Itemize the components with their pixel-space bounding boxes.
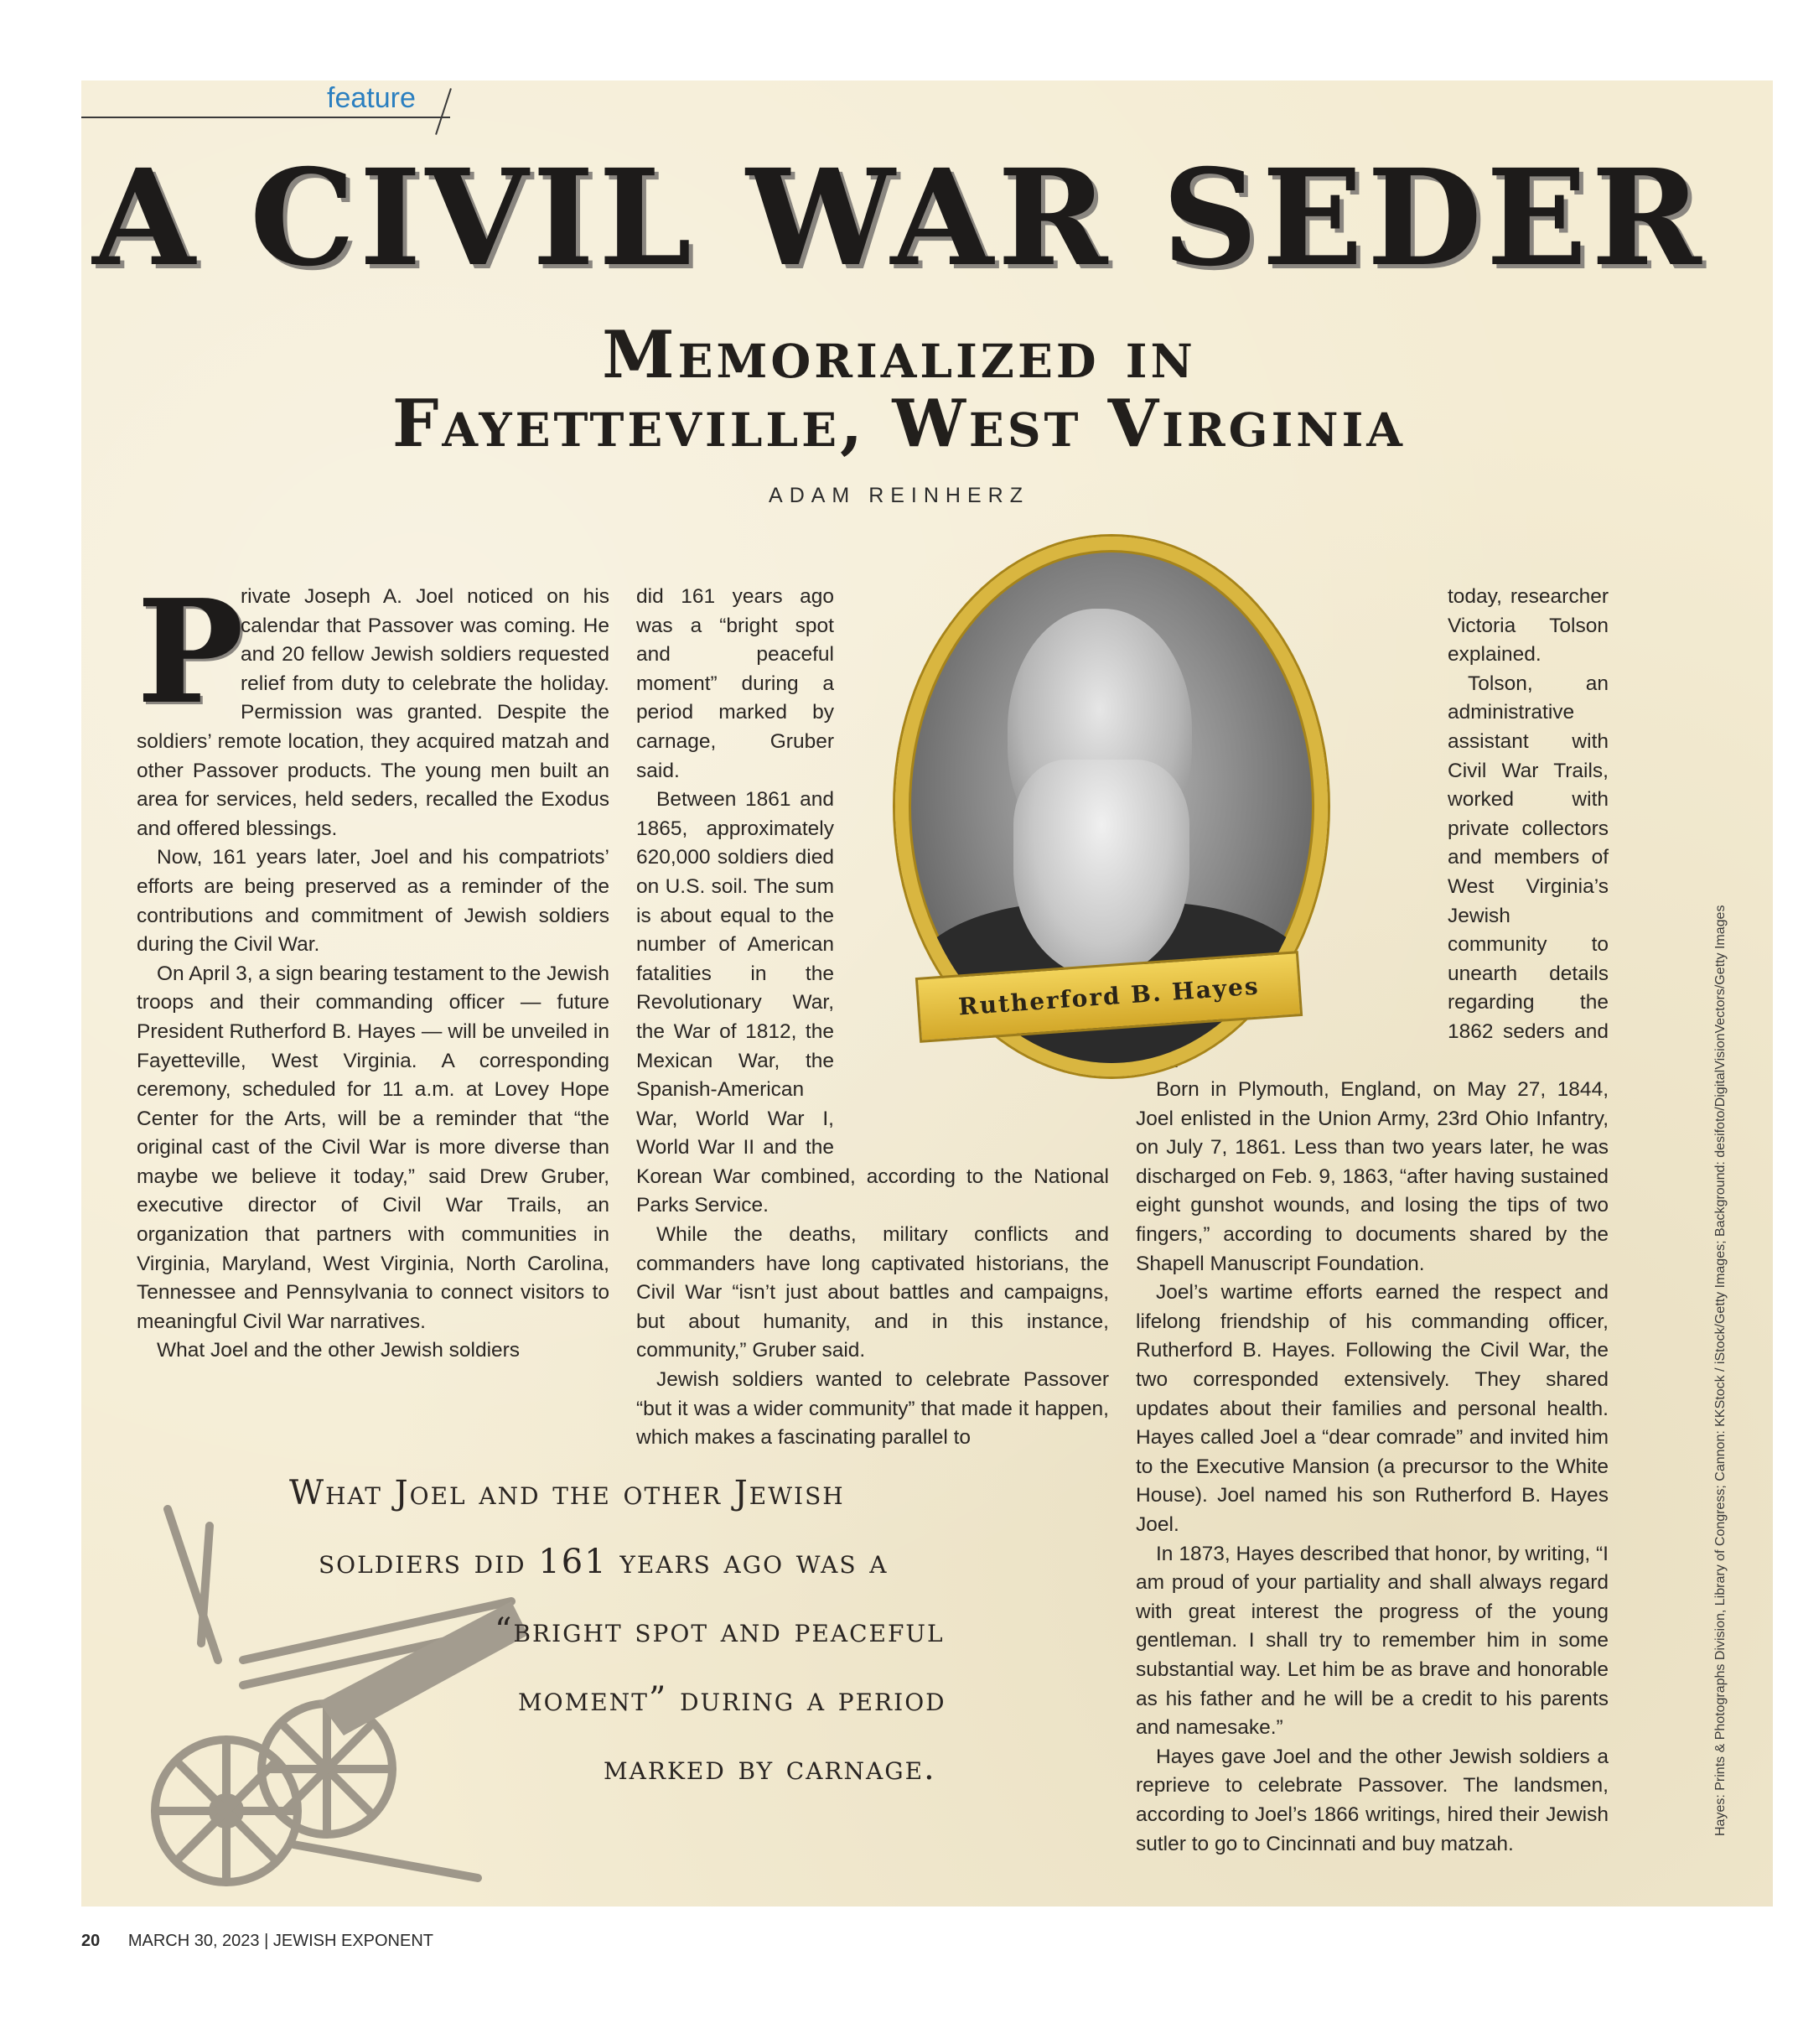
photo-credit: Hayes: Prints & Photographs Division, Library of Congress; Cannon: KKStock / iStock/Getty Images; Background: desifoto/DigitalVisionVectors/Getty Images <box>1713 905 1728 1836</box>
subheadline-line2: Fayetteville, West Virginia <box>392 386 1406 462</box>
section-rule <box>81 117 450 118</box>
paragraph: P rivate Joseph A. Joel noticed on his calendar that Passover was coming. He and 20 fellow Jewish soldiers requested relief from duty to celebrate the holiday. Permission was granted. Despite the soldiers’ remote location, they acquired matzah and other Passover products. The young men built an area for services, held seders, recalled the Exodus and offered blessings. <box>137 568 609 840</box>
pull-quote-line: “bright spot and peaceful <box>495 1611 945 1650</box>
paragraph: Joel’s wartime efforts earned the respect and lifelong friendship of his commanding officer, Rutherford B. Hayes. Following the Civil War, the two corresponded extensively. They shared updates about their families and personal health. Hayes called Joel a “dear comrade” and invited him to the Executive Mansion (a precursor to the White House). Joel named his son Rutherford B. Hayes Joel. <box>1136 1281 1609 1536</box>
pull-quote-line: moment” during a period <box>518 1680 946 1719</box>
pull-quote-line: marked by carnage. <box>604 1749 936 1787</box>
portrait-caption: Rutherford B. Hayes <box>915 951 1303 1043</box>
portrait-figure <box>880 520 1333 1065</box>
drop-cap: P <box>137 568 244 736</box>
article-column-1 <box>137 568 609 1366</box>
paragraph: What Joel and the other Jewish soldiers <box>157 1339 521 1362</box>
subheadline-line1: Memorialized in <box>602 317 1196 393</box>
section-label: feature <box>327 82 416 114</box>
paragraph: Between 1861 and 1865, approximately 620,000 soldiers died on U.S. soil. The sum is about equal to the number of American fatalities in the Revolutionary War, the War of 1812, the Mexican War, the Spanish-American War, World War I, World War II and the Korean War combined, according to the National Parks Service. <box>636 788 1109 1217</box>
issue-line: MARCH 30, 2023 | JEWISH EXPONENT <box>127 1932 433 1950</box>
paragraph: Now, 161 years later, Joel and his compatriots’ efforts are being preserved as a reminder of the contributions and commitment of Jewish soldiers during the Civil War. <box>137 846 609 957</box>
headline: A CIVIL WAR SEDER <box>92 141 1706 296</box>
paragraph: Hayes gave Joel and the other Jewish soldiers a reprieve to celebrate Passover. The landsmen, according to Joel’s 1866 writings, hired their Jewish sutler to go to Cincinnati and buy matzah. <box>1136 1745 1609 1855</box>
paragraph: Born in Plymouth, England, on May 27, 1844, Joel enlisted in the Union Army, 23rd Ohio Infantry, on July 7, 1861. Less than two years later, he was discharged on Feb. 9, 1863, “after having sustained eight gunshot wounds, and losing the tips of two fingers,” according to documents shared by the Shapell Manuscript Foundation. <box>1136 1078 1609 1275</box>
byline: ADAM REINHERZ <box>769 484 1029 507</box>
pull-quote-line: What Joel and the other Jewish <box>289 1474 845 1512</box>
paragraph: Jewish soldiers wanted to celebrate Passover “but it was a wider community” that made it happen, which makes a fascinating parallel to <box>636 1368 1109 1450</box>
paragraph: In 1873, Hayes described that honor, by writing, “I am proud of your partiality and shall always regard with great interest the progress of the young gentleman. I shall try to remember him in some substantial way. Let him be as brave and honorable as his father and he will be a credit to his parents and namesake.” <box>1136 1542 1609 1740</box>
page-number: 20 <box>81 1932 101 1950</box>
paragraph: did 161 years ago was a “bright spot and peaceful moment” during a period marked by carnage, Gruber said. <box>636 585 834 782</box>
paragraph: On April 3, a sign bearing testament to the Jewish troops and their commanding officer — future President Rutherford B. Hayes — will be unveiled in Fayetteville, West Virginia. A corresponding ceremony, scheduled for 11 a.m. at Lovey Hope Center for the Arts, will be a reminder that “the original cast of the Civil War is more diverse than maybe we believe it today,” said Drew Gruber, executive director of Civil War Trails, an organization that partners with communities in Virginia, Maryland, West Virginia, North Carolina, Tennessee and Pennsylvania to connect visitors to meaningful Civil War narratives. <box>137 962 609 1333</box>
paragraph: Tolson, an administrative assistant with Civil War Trails, worked with private collectors and members of West Virginia’s Jewish community to unearth details regarding the 1862 seders and <box>1448 672 1609 1043</box>
pull-quote-line: soldiers did 161 years ago was a <box>319 1543 889 1581</box>
page-footer <box>81 1932 433 1951</box>
paragraph: While the deaths, military conflicts and commanders have long captivated historians, the Civil War “isn’t just about battles and campaigns, but about humanity, and in this instance, community,” Gruber said. <box>636 1223 1109 1362</box>
paragraph: today, researcher Victoria Tolson explained. <box>1448 585 1609 667</box>
